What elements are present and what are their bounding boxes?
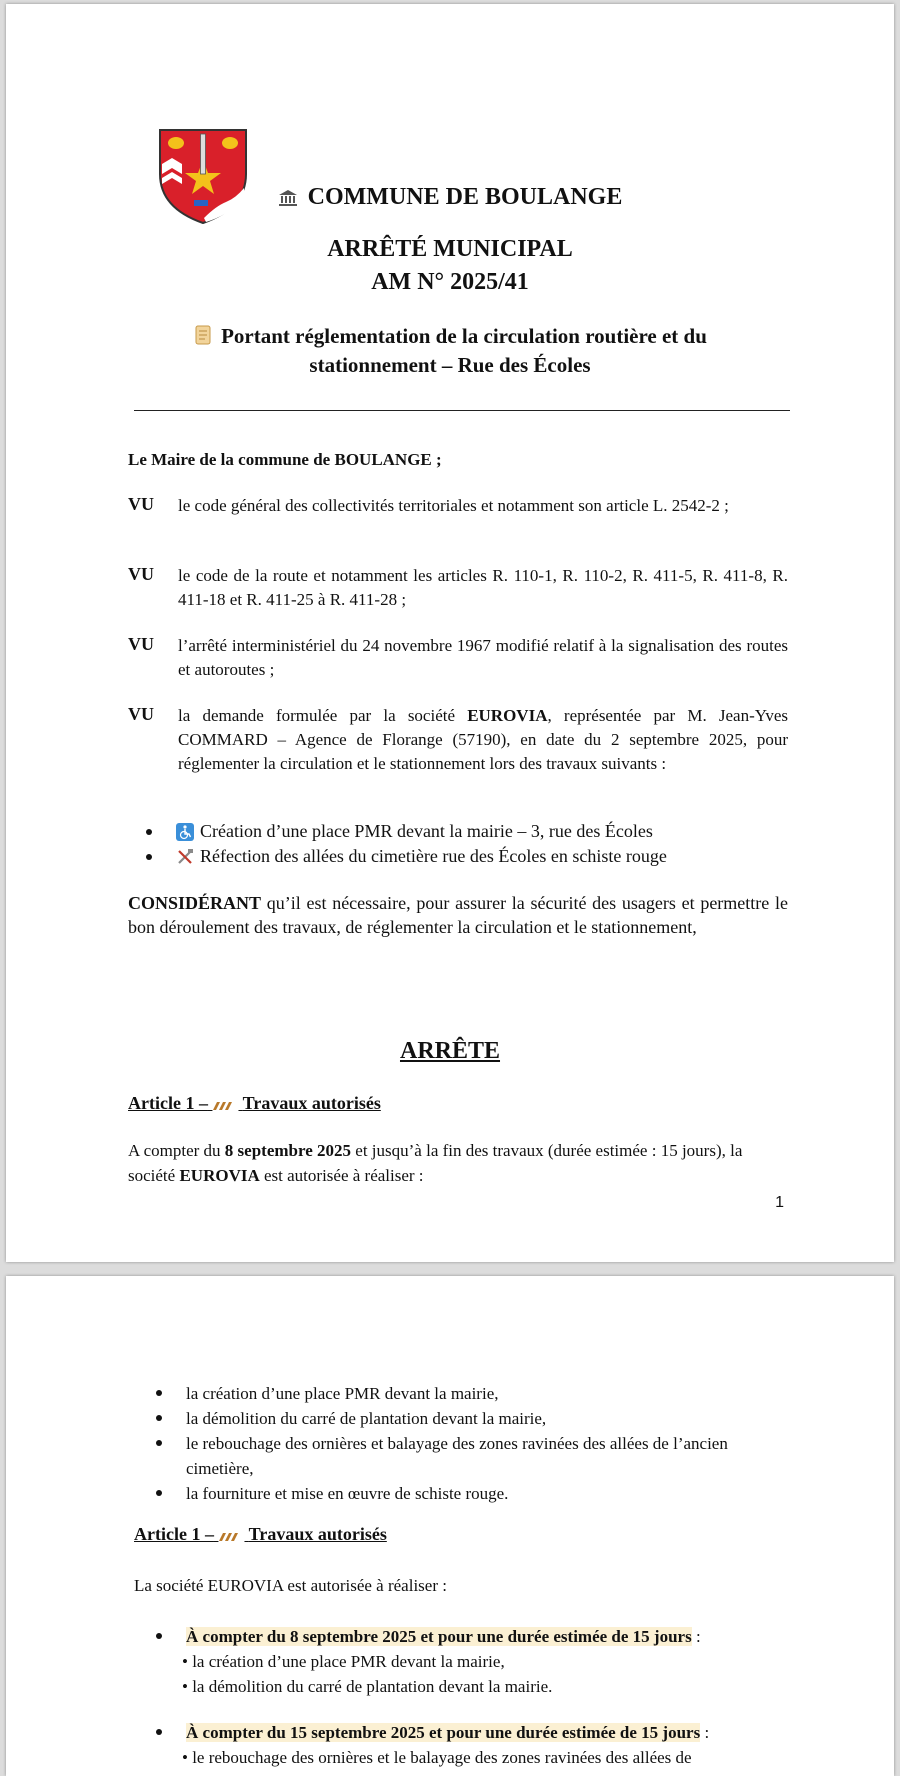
phase-1-title: À compter du 8 septembre 2025 et pour une durée estimée de 15 jours	[186, 1627, 692, 1646]
phase-1: À compter du 8 septembre 2025 et pour une durée estimée de 15 jours : • la création d’une place PMR devant la mairie, • la démolition du carré de plantation devant la mairie.	[156, 1624, 796, 1699]
document-number: AM N° 2025/41	[371, 269, 529, 295]
vu-label: VU	[128, 564, 154, 584]
vu-label: VU	[128, 494, 154, 514]
roadworks-icon	[218, 1531, 238, 1543]
building-icon	[278, 189, 298, 207]
phase-2: À compter du 15 septembre 2025 et pour une durée estimée de 15 jours : • le rebouchage des ornières et le balayage des zones ravinées des allées de	[156, 1720, 796, 1770]
tools-icon	[176, 848, 194, 866]
vu-text-1: le code général des collectivités territoriales et notamment son article L. 2542-2 ;	[178, 496, 729, 515]
phase-2-title: À compter du 15 septembre 2025 et pour une durée estimée de 15 jours	[186, 1723, 701, 1742]
list-item: la démolition du carré de plantation devant la mairie,	[156, 1406, 776, 1431]
document-page-2	[6, 1276, 894, 1776]
article-1-intro: La société EUROVIA est autorisée à réaliser :	[134, 1576, 447, 1595]
list-item: la fourniture et mise en œuvre de schiste rouge.	[156, 1481, 776, 1506]
maire-line: Le Maire de la commune de BOULANGE ;	[128, 450, 442, 469]
list-item: la création d’une place PMR devant la mairie,	[156, 1381, 776, 1406]
article-1-text: A compter du 8 septembre 2025 et jusqu’à la fin des travaux (durée estimée : 15 jours), la société EUROVIA est autorisée à réaliser :	[128, 1141, 743, 1185]
vu-label: VU	[128, 634, 154, 654]
commune-title	[6, 184, 894, 211]
roadworks-icon	[212, 1100, 232, 1112]
divider	[134, 410, 790, 411]
document-page-1	[6, 4, 894, 1262]
article-1-heading-2: Article 1 – Travaux autorisés	[134, 1524, 387, 1544]
list-item: le rebouchage des ornières et balayage des zones ravinées des allées de l’ancien cimetière,	[156, 1431, 776, 1481]
list-item: • la création d’une place PMR devant la mairie,	[182, 1652, 505, 1671]
document-subject: Portant réglementation de la circulation routière et du stationnement – Rue des Écoles	[6, 322, 894, 380]
list-item: Réfection des allées du cimetière rue des Écoles en schiste rouge	[146, 844, 667, 869]
scroll-icon	[193, 324, 213, 346]
vu-text-2: le code de la route et notamment les articles R. 110-1, R. 110-2, R. 411-5, R. 411-8, R. 411-18 et R. 411-25 à R. 411-28 ;	[178, 566, 788, 609]
vu-text-3: l’arrêté interministériel du 24 novembre 1967 modifié relatif à la signalisation des routes et autoroutes ;	[178, 636, 788, 679]
list-item: • la démolition du carré de plantation devant la mairie.	[182, 1677, 553, 1696]
article-1-heading: Article 1 – Travaux autorisés	[128, 1093, 381, 1113]
page-number: 1	[775, 1194, 784, 1211]
vu-label: VU	[128, 704, 154, 724]
list-item: • le rebouchage des ornières et le balayage des zones ravinées des allées de	[182, 1748, 692, 1767]
works-detail-list	[156, 1381, 776, 1506]
list-item: Création d’une place PMR devant la mairie – 3, rue des Écoles	[146, 819, 667, 844]
arrete-heading: ARRÊTE	[399, 1038, 501, 1064]
coat-of-arms	[156, 126, 250, 226]
document-title: ARRÊTÉ MUNICIPAL	[327, 236, 573, 262]
commune-name: COMMUNE DE BOULANGE	[307, 184, 623, 210]
wheelchair-icon	[176, 823, 194, 841]
vu-text-4: la demande formulée par la société EUROVIA, représentée par M. Jean-Yves COMMARD – Agence de Florange (57190), en date du 2 septembre 2025, pour réglementer la circulation et le stationnement lors des travaux suivants :	[178, 706, 788, 773]
works-list	[146, 819, 667, 869]
considerant-paragraph: CONSIDÉRANT qu’il est nécessaire, pour assurer la sécurité des usagers et permettre le bon déroulement des travaux, de réglementer la circulation et le stationnement,	[128, 893, 788, 937]
